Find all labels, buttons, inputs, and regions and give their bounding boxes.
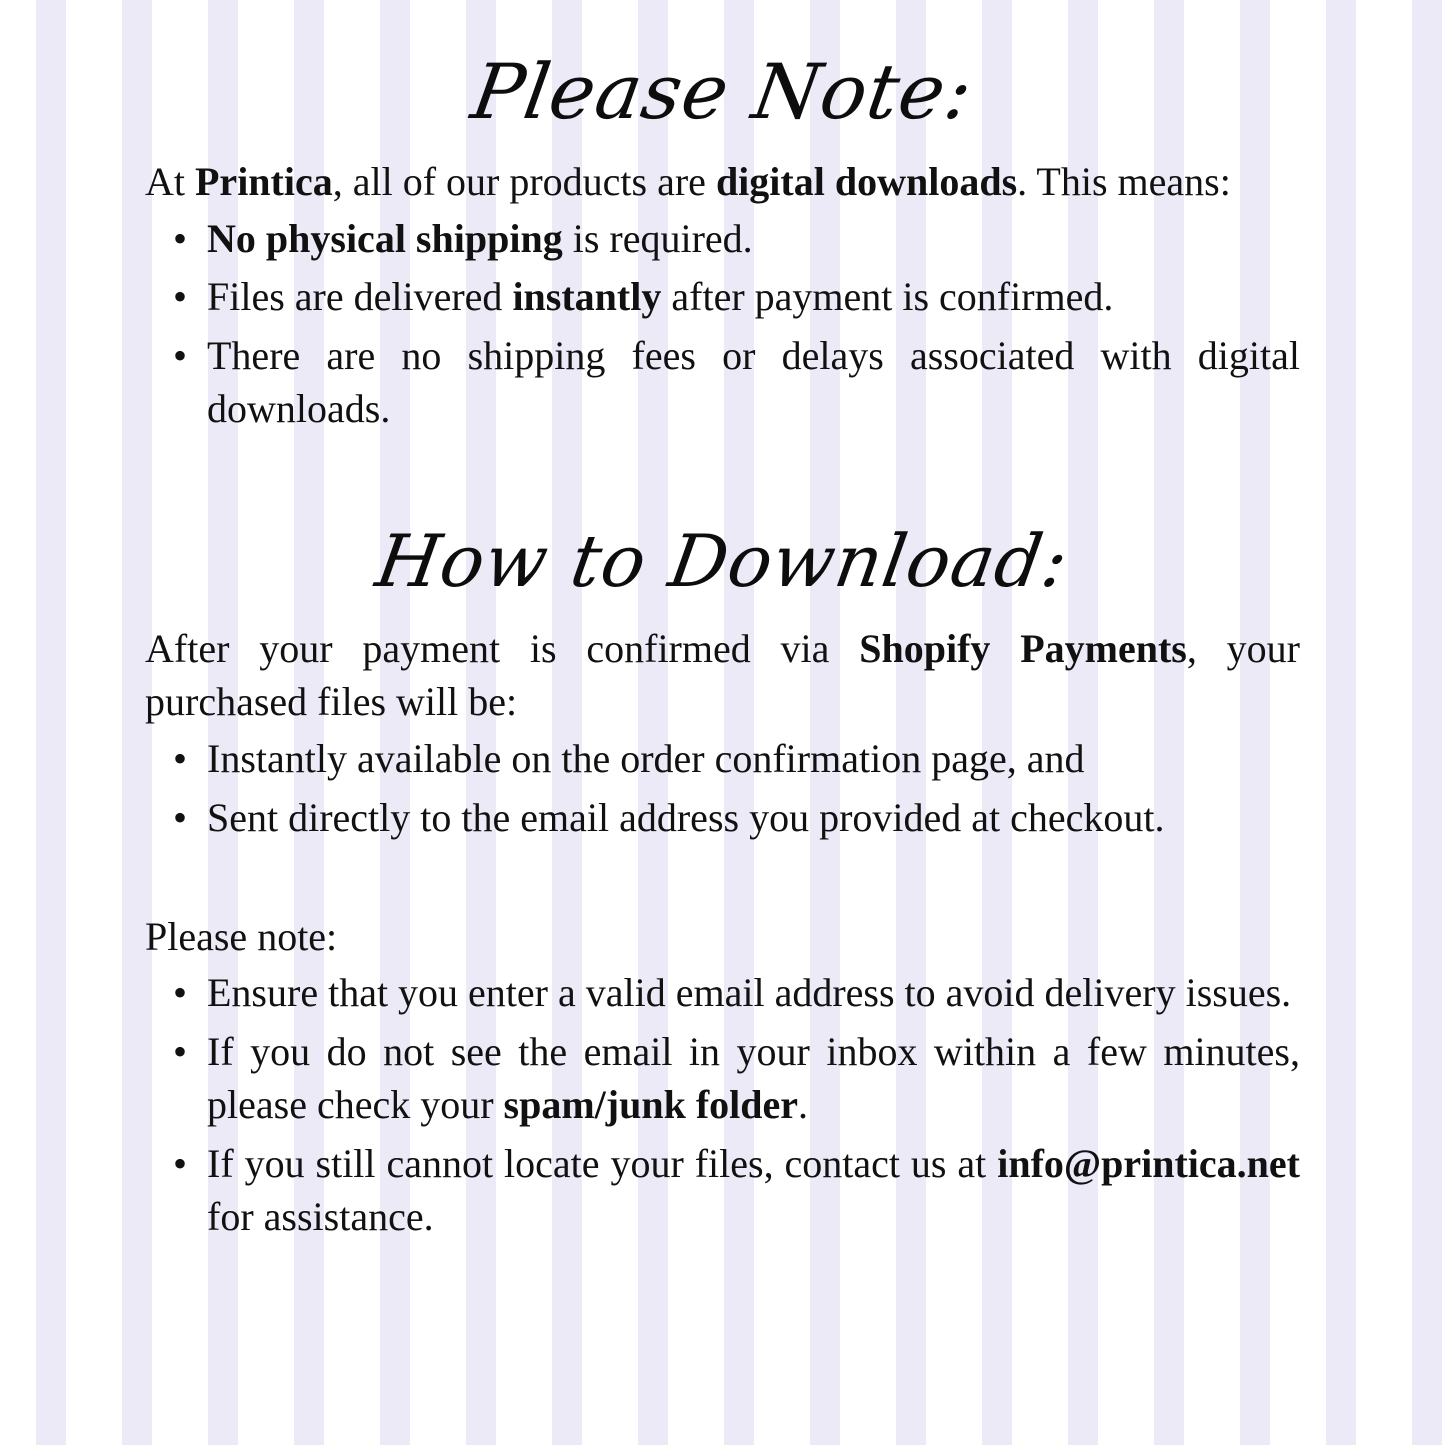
- spacer: [145, 845, 1300, 889]
- please-note-label: Please note:: [145, 913, 338, 959]
- please-note-secondary-bullet-list: [145, 967, 1300, 1243]
- list-item: • Ensure that you enter a valid email address to avoid delivery issues.: [207, 967, 1300, 1020]
- list-item: • If you still cannot locate your files, contact us at info@printica.net for assistance.: [207, 1138, 1300, 1244]
- list-item: • No physical shipping is required.: [207, 213, 1300, 266]
- list-item: • There are no shipping fees or delays associated with digital downloads.: [207, 330, 1300, 436]
- list-item: • If you do not see the email in your inbox within a few minutes, please check your spam/junk folder.: [207, 1026, 1300, 1132]
- list-item: • Instantly available on the order confirmation page, and: [207, 733, 1300, 786]
- list-item: • Sent directly to the email address you provided at checkout.: [207, 792, 1300, 845]
- how-to-download-bullet-list: [145, 733, 1300, 845]
- list-item: • Files are delivered instantly after payment is confirmed.: [207, 271, 1300, 324]
- how-to-download-heading: How to Download:: [370, 518, 1075, 603]
- how-to-download-intro: After your payment is confirmed via Shopify Payments, your purchased files will be:: [145, 626, 1300, 725]
- please-note-heading: Please Note:: [465, 47, 980, 136]
- please-note-bullet-list: [145, 213, 1300, 436]
- please-note-intro: At Printica, all of our products are digital downloads. This means:: [145, 158, 1231, 204]
